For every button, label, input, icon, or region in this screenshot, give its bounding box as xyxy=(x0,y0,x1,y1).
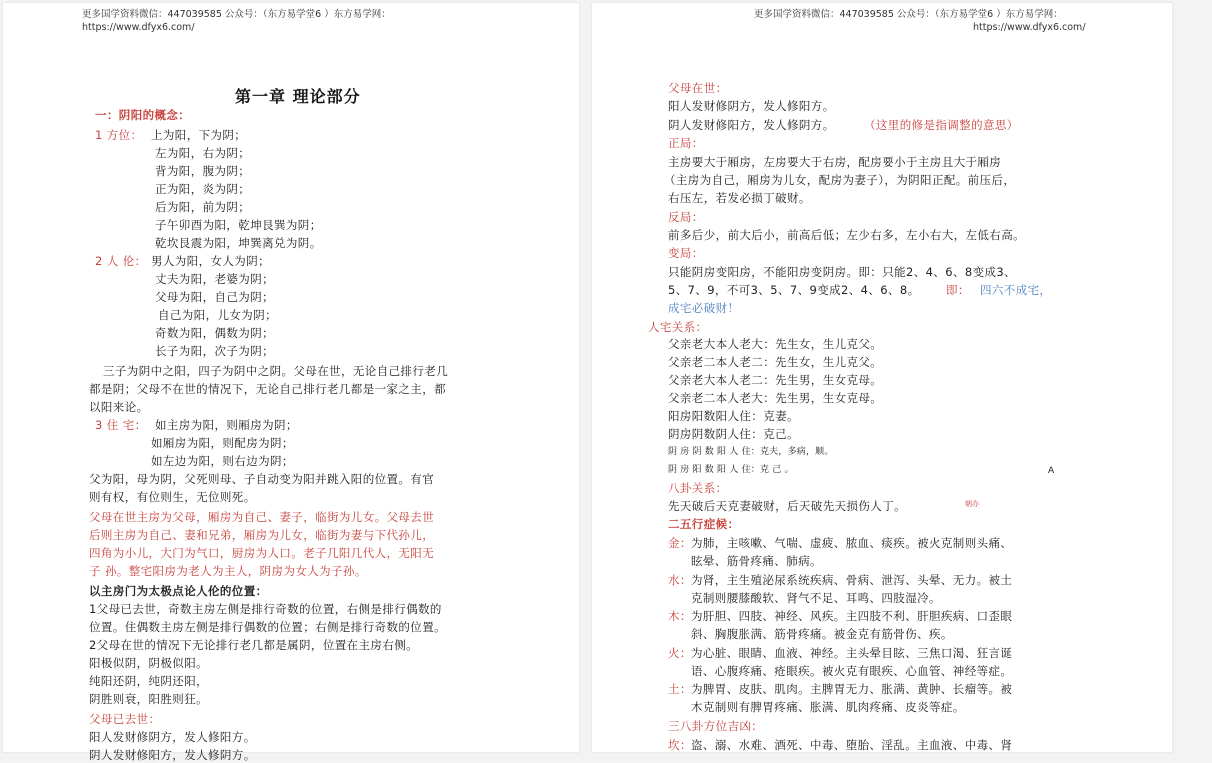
text-line: 2父母在世的情况下无论排行老几都是属阴，位置在主房右侧。 xyxy=(89,638,419,652)
item-label: 土： xyxy=(668,682,692,696)
text-line: 为肾，主生殖泌尿系统疾病、骨病、泄泻、头晕、无力。被土 xyxy=(691,573,1013,587)
text-line: 阳人发财修阴方，发人修阳方。 xyxy=(668,99,835,113)
text-line: 纯阳还阴，纯阴还阳， xyxy=(89,674,208,688)
text-line: 5、7、9，不可3、5、7、9变成2、4、6、8。 xyxy=(668,283,920,297)
text-line: 斜、胸腹胀满、筋骨疼痛。被金克有筋骨伤、疾。 xyxy=(691,627,953,641)
text-line: 只能阴房变阳房，不能阳房变阴房。即：只能2、4、6、8变成3、 xyxy=(668,265,1016,279)
text-line: 为肺，主咳嗽、气喘、虚疲、脓血、痰疾。被火克制则头痛、 xyxy=(691,536,1013,550)
item-label: 3 住 宅： xyxy=(95,418,147,432)
text-line: 阴房阴数阴人住：克己。 xyxy=(668,427,799,441)
text-line: 位置。住偶数主房左侧是排行偶数的位置；右侧是排行奇数的位置。 xyxy=(89,620,446,634)
text-line: 上为阳，下为阴； xyxy=(151,128,247,142)
text-line: 后为阳，前为阴； xyxy=(155,200,251,214)
text-line: 父母为阳，自己为阴； xyxy=(155,290,274,304)
text-line: 背为阳，腹为阴； xyxy=(155,164,251,178)
text-line: 乾坎艮震为阳，坤巽离兑为阴。 xyxy=(155,236,322,250)
item-label: 水： xyxy=(668,573,692,587)
text-line: 前多后少，前大后小，前高后低；左少右多，左小右大，左低右高。 xyxy=(668,228,1025,242)
text-line: 如主房为阳，则厢房为阴； xyxy=(155,418,298,432)
chapter-title: 第一章 理论部分 xyxy=(235,87,361,106)
section-heading: 二五行症候： xyxy=(668,517,740,531)
page-header-url: https://www.dfyx6.com/ xyxy=(82,22,195,33)
text-line: 自己为阳，儿女为阴； xyxy=(158,308,277,322)
text-line-red: 四角为小儿，大门为气口，厨房为人口。老子几阳几代人，无阳无 xyxy=(89,546,435,560)
emphasis-text: 四六不成宅， xyxy=(980,283,1052,297)
text-line: 阳人发财修阴方，发人修阳方。 xyxy=(89,730,256,744)
text-line: 盗、溺、水难、酒死、中毒、堕胎、淫乱。主血液、中毒、肾 xyxy=(691,738,1013,752)
text-line: 阴人发财修阳方，发人修阴方。 xyxy=(668,118,835,132)
text-line: 长子为阳，次子为阴； xyxy=(155,344,274,358)
note-text: （这里的修是指调整的意思） xyxy=(864,118,1019,132)
section-heading: 正局： xyxy=(668,136,704,150)
text-line: 右压左，若发必损丁破财。 xyxy=(668,191,811,205)
text-line: 阴胜则衰，阳胜则狂。 xyxy=(89,692,208,706)
text-line: 父亲老二本人老二：先生女，生儿克父。 xyxy=(668,355,883,369)
annotation-tag: 朝办 xyxy=(965,500,979,508)
stray-mark: A xyxy=(1048,466,1055,476)
document-page-left xyxy=(3,3,579,762)
section-heading: 一：阴阳的概念： xyxy=(95,108,191,122)
text-line: 父亲老大本人老二：先生男，生女克母。 xyxy=(668,373,883,387)
emphasis-label: 即： xyxy=(946,283,970,297)
text-line: 奇数为阳，偶数为阴； xyxy=(155,326,274,340)
text-line: 为心脏、眼睛、血液、神经。主头晕目眩、三焦口渴、狂言诞 xyxy=(691,646,1013,660)
section-heading: 变局： xyxy=(668,246,704,260)
text-line-small: 阴 房 阴 数 阳 人 住：克夫，多病，顺。 xyxy=(668,447,834,457)
text-line: 父亲老大本人老大：先生女，生儿克父。 xyxy=(668,337,883,351)
section-heading: 父母在世： xyxy=(668,81,728,95)
page-header-url: https://www.dfyx6.com/ xyxy=(973,22,1086,33)
text-line: 则有权，有位则生，无位则死。 xyxy=(89,490,256,504)
section-heading: 父母已去世： xyxy=(89,712,161,726)
section-heading: 八卦关系： xyxy=(668,481,728,495)
text-line: 眩晕、筋骨疼痛、肺病。 xyxy=(691,554,822,568)
document-page-right xyxy=(592,3,1172,752)
section-heading: 以主房门为太极点论人伦的位置： xyxy=(89,584,268,598)
text-line: 1父母已去世，奇数主房左侧是排行奇数的位置，右侧是排行偶数的 xyxy=(89,602,442,616)
text-line: 先天破后天克妻破财，后天破先天损伤人丁。 xyxy=(668,499,906,513)
text-line: 如左边为阳，则右边为阴； xyxy=(151,454,294,468)
text-line: 子午卯酉为阳，乾坤艮巽为阴； xyxy=(155,218,322,232)
item-label: 火： xyxy=(668,646,692,660)
item-label: 木： xyxy=(668,609,692,623)
section-heading: 人宅关系： xyxy=(648,320,708,334)
item-label: 坎： xyxy=(668,738,692,752)
text-line: 以阳来论。 xyxy=(89,400,149,414)
text-line-red: 后则主房为自己、妻和兄弟，厢房为儿女，临街为妻与下代孙儿， xyxy=(89,528,435,542)
text-line: 克制则腰膝酸软、肾气不足、耳鸣、四肢湿冷。 xyxy=(691,591,941,605)
text-line: 父亲老二本人老大：先生男，生女克母。 xyxy=(668,391,883,405)
text-line: 为肝胆、四肢、神经、风疾。主四肢不利、肝胆疾病、口歪眼 xyxy=(691,609,1013,623)
text-line: 阳极似阴，阴极似阳。 xyxy=(89,656,208,670)
text-line: 阴人发财修阳方，发人修阴方。 xyxy=(89,748,256,762)
text-line: 阳房阳数阳人住：克妻。 xyxy=(668,409,799,423)
text-line: 如厢房为阳，则配房为阴； xyxy=(151,436,294,450)
text-line-small: 阴 房 阳 数 阳 人 住：克 己 。 xyxy=(668,465,794,475)
text-line: （主房为自己，厢房为儿女，配房为妻子），为阴阳正配。前压后， xyxy=(664,173,1016,187)
text-line: 都是阴；父母不在世的情况下，无论自己排行老几都是一家之主，都 xyxy=(89,382,446,396)
text-line: 丈夫为阳，老婆为阴； xyxy=(155,272,274,286)
item-label: 1 方位： xyxy=(95,128,143,142)
emphasis-text: 成宅必破财！ xyxy=(668,301,740,315)
text-line: 父为阳，母为阴，父死则母、子自动变为阳并跳入阳的位置。有官 xyxy=(89,472,435,486)
text-line: 语、心腹疼痛、疮眼疾。被火克有眼疾、心血管、神经等症。 xyxy=(691,664,1013,678)
text-line: 为脾胃、皮肤、肌肉。主脾胃无力、胀满、黄肿、长瘤等。被 xyxy=(691,682,1013,696)
page-header-text: 更多国学资料微信：447039585 公众号：（东方易学堂6 ）东方易学网： xyxy=(82,9,391,20)
text-line-red: 父母在世主房为父母，厢房为自己、妻子，临街为儿女。父母去世 xyxy=(89,510,435,524)
section-heading: 反局： xyxy=(668,210,704,224)
item-label: 2 人 伦： xyxy=(95,254,147,268)
section-heading: 三八卦方位吉凶： xyxy=(668,719,764,733)
text-line: 木克制则有脾胃疼痛、胀满、肌肉疼痛、皮炎等症。 xyxy=(691,700,965,714)
text-line: 主房要大于厢房，左房要大于右房，配房要小于主房且大于厢房 xyxy=(668,155,1002,169)
text-line: 左为阳，右为阴； xyxy=(155,146,251,160)
text-line: 正为阳，炎为阴； xyxy=(155,182,251,196)
text-line: 三子为阴中之阳，四子为阴中之阴。父母在世，无论自己排行老几 xyxy=(103,364,449,378)
text-line-red: 子 孙。整宅阳房为老人为主人，阴房为女人为子孙。 xyxy=(89,564,367,578)
page-header-text: 更多国学资料微信：447039585 公众号：（东方易学堂6 ）东方易学网： xyxy=(754,9,1063,20)
item-label: 金： xyxy=(668,536,692,550)
text-line: 男人为阳，女人为阴； xyxy=(151,254,270,268)
